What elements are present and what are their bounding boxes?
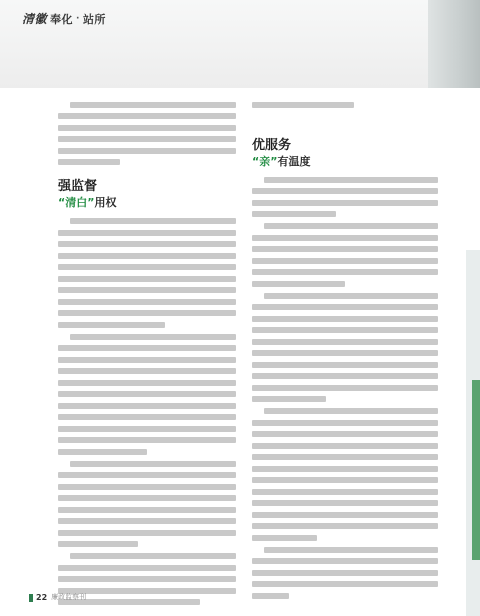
- section-subtitle: [252, 154, 438, 169]
- header-brand: 清徽: [22, 12, 48, 26]
- right-column: [252, 96, 438, 605]
- publication-name: 廉政监察刊: [51, 593, 87, 601]
- header-band: [0, 0, 480, 88]
- left-column: [58, 96, 236, 611]
- footer-marker: [29, 594, 33, 602]
- body-text-block: [252, 293, 438, 403]
- section-subtitle-rest: 有温度: [277, 154, 311, 168]
- header-section: 站所: [82, 12, 106, 26]
- section-subtitle: [58, 195, 236, 210]
- section-title: 强监督: [58, 179, 98, 194]
- section-title: 优服务: [252, 137, 292, 153]
- body-text-block: [58, 334, 236, 455]
- body-text-block: [252, 547, 438, 599]
- body-text-block: [252, 102, 438, 108]
- body-text-block: [58, 102, 236, 166]
- body-text-block: [252, 223, 438, 287]
- header-photo: [428, 0, 480, 88]
- section-subtitle-rest: 用权: [94, 196, 117, 209]
- section-heading: [252, 138, 438, 169]
- right-margin-accent: [472, 380, 480, 560]
- body-text-block: [58, 461, 236, 548]
- body-text-block: [58, 218, 236, 328]
- section-subtitle-accent: “清白”: [58, 196, 95, 209]
- header-brand-suffix: 奉化: [50, 12, 74, 26]
- section-subtitle-accent: “亲”: [252, 154, 278, 168]
- body-text-block: [252, 177, 438, 218]
- header-title: [22, 10, 106, 27]
- section-heading: [58, 179, 236, 210]
- page-number: 22: [36, 592, 48, 602]
- page-footer: [36, 592, 86, 602]
- header-separator: ·: [76, 13, 80, 24]
- body-text-block: [252, 408, 438, 541]
